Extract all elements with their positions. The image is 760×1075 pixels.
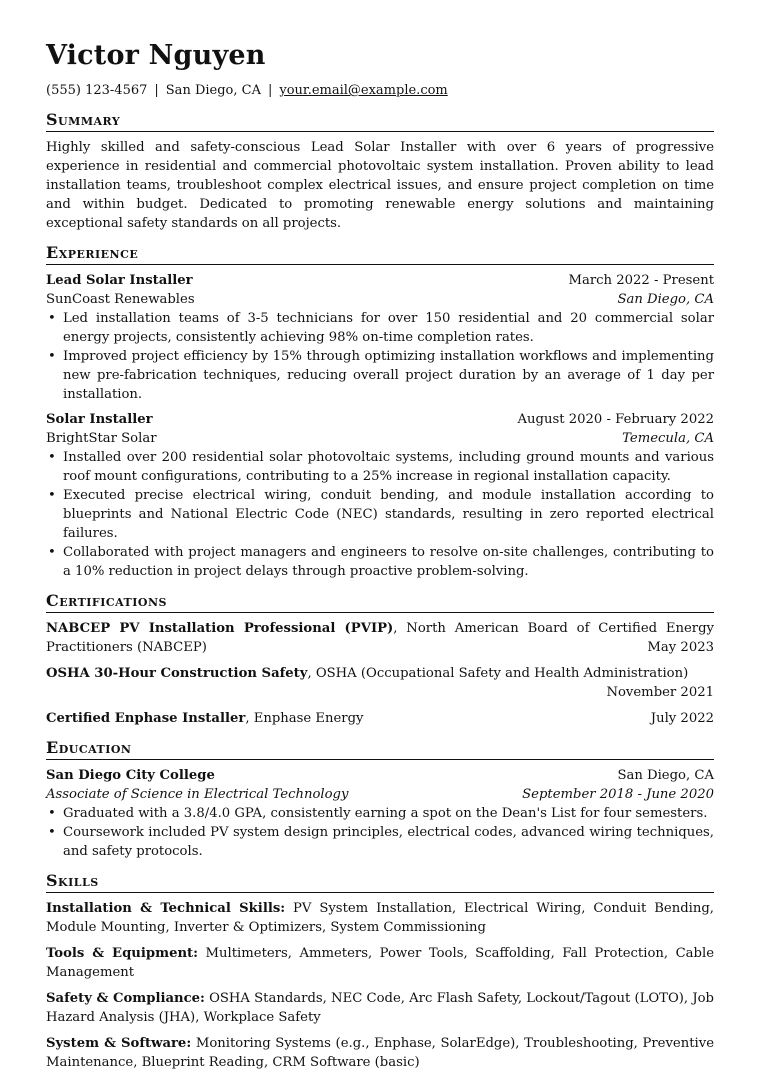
list-item <box>46 804 714 823</box>
certification-issuer: , OSHA (Occupational Safety and Health Administration) <box>307 666 689 681</box>
job-company: BrightStar Solar <box>46 431 157 446</box>
skill-list: PV System Installation, Electrical Wiring, Conduit Bending, Module Mounting, Inverter & Optimizers, System Commissioning <box>46 901 714 935</box>
job-bullets <box>46 448 714 581</box>
summary-text: Highly skilled and safety-conscious Lead Solar Installer with over 6 years of progressive experience in residential and commercial photovoltaic system installation. Proven ability to lead installation teams, troubleshoot complex electrical issues, and ensure project completion on time and within budget. Dedicated to promoting renewable energy solutions and maintaining exceptional safety standards on all projects. <box>46 140 714 231</box>
job-location: San Diego, CA <box>617 292 714 307</box>
skill-category: Installation & Technical Skills: <box>46 901 286 916</box>
school-location: San Diego, CA <box>617 768 714 783</box>
contact-line <box>46 82 714 100</box>
job-bullets <box>46 309 714 404</box>
job-subheader <box>46 429 714 448</box>
list-item <box>46 823 714 861</box>
job-location: Temecula, CA <box>622 431 714 446</box>
bullet-text: Installed over 200 residential solar photovoltaic systems, including ground mounts and various roof mount configurations, contributing to a 25% increase in regional installation capacity. <box>63 450 714 484</box>
bullet-text: Led installation teams of 3-5 technicians for over 150 residential and 20 commercial solar energy projects, consistently achieving 98% on-time completion rates. <box>63 311 714 345</box>
school-name: San Diego City College <box>46 768 215 783</box>
skill-list: OSHA Standards, NEC Code, Arc Flash Safety, Lockout/Tagout (LOTO), Job Hazard Analysis (JHA), Workplace Safety <box>46 991 714 1025</box>
job-subheader <box>46 290 714 309</box>
list-item <box>46 309 714 347</box>
job-header <box>46 271 714 290</box>
experience-heading: Experience <box>46 243 714 265</box>
bullet-icon: • <box>48 311 56 326</box>
job-company: SunCoast Renewables <box>46 292 195 307</box>
skill-category: Tools & Equipment: <box>46 946 199 961</box>
job-role: Lead Solar Installer <box>46 273 193 288</box>
certification-item <box>46 619 714 657</box>
skill-item <box>46 989 714 1027</box>
bullet-text: Collaborated with project managers and engineers to resolve on-site challenges, contributing to a 10% reduction in project delays through proactive problem-solving. <box>63 545 714 579</box>
skill-list: Monitoring Systems (e.g., Enphase, SolarEdge), Troubleshooting, Preventive Maintenance, Blueprint Reading, CRM Software (basic) <box>46 1036 715 1070</box>
bullet-icon: • <box>48 806 56 821</box>
education-dates: September 2018 - June 2020 <box>522 787 714 802</box>
certification-name: NABCEP PV Installation Professional (PVIP) <box>46 621 394 636</box>
job-header <box>46 410 714 429</box>
certification-name: OSHA 30-Hour Construction Safety <box>46 666 308 681</box>
education-bullets <box>46 804 714 861</box>
summary-heading: Summary <box>46 110 714 132</box>
certification-item <box>46 664 714 702</box>
certification-item <box>46 709 714 728</box>
education-subheader <box>46 785 714 804</box>
skill-category: System & Software: <box>46 1036 192 1051</box>
bullet-icon: • <box>48 450 56 465</box>
bullet-icon: • <box>48 488 56 503</box>
phone-number: (555) 123-4567 <box>46 83 148 98</box>
skill-category: Safety & Compliance: <box>46 991 205 1006</box>
education-entry <box>46 766 714 861</box>
certification-issuer: , Enphase Energy <box>245 711 364 726</box>
candidate-name: Victor Nguyen <box>46 40 266 71</box>
bullet-icon: • <box>48 825 56 840</box>
bullet-text: Graduated with a 3.8/4.0 GPA, consistently earning a spot on the Dean's List for four semesters. <box>63 806 708 821</box>
job-dates: August 2020 - February 2022 <box>517 412 714 427</box>
certifications-heading: Certifications <box>46 591 714 613</box>
contact-separator: | <box>267 83 273 98</box>
job-entry <box>46 410 714 581</box>
job-dates: March 2022 - Present <box>568 273 714 288</box>
certification-name: Certified Enphase Installer <box>46 711 246 726</box>
skills-heading: Skills <box>46 871 714 893</box>
list-item <box>46 448 714 486</box>
bullet-icon: • <box>48 349 56 364</box>
certification-date: May 2023 <box>647 640 714 655</box>
email-link[interactable]: your.email@example.com <box>279 83 448 98</box>
job-role: Solar Installer <box>46 412 153 427</box>
skill-item <box>46 944 714 982</box>
education-header <box>46 766 714 785</box>
list-item <box>46 543 714 581</box>
certification-date: November 2021 <box>606 685 714 700</box>
list-item <box>46 486 714 543</box>
education-heading: Education <box>46 738 714 760</box>
list-item <box>46 347 714 404</box>
bullet-text: Executed precise electrical wiring, conduit bending, and module installation according to blueprints and National Electric Code (NEC) standards, resulting in zero reported electrical failures. <box>63 488 714 541</box>
degree-name: Associate of Science in Electrical Technology <box>46 787 349 802</box>
job-entry <box>46 271 714 404</box>
bullet-text: Improved project efficiency by 15% through optimizing installation workflows and implementing new pre-fabrication techniques, reducing overall project duration by an average of 1 day per installation. <box>63 349 714 402</box>
skill-item <box>46 899 714 937</box>
bullet-icon: • <box>48 545 56 560</box>
bullet-text: Coursework included PV system design principles, electrical codes, advanced wiring techniques, and safety protocols. <box>63 825 714 859</box>
skill-list: Multimeters, Ammeters, Power Tools, Scaffolding, Fall Protection, Cable Management <box>46 946 714 980</box>
certification-date: July 2022 <box>650 711 714 726</box>
certification-issuer: , North American Board of Certified Energy Practitioners (NABCEP) <box>46 621 715 655</box>
contact-separator: | <box>154 83 159 98</box>
skill-item <box>46 1034 714 1072</box>
location: San Diego, CA <box>165 83 261 98</box>
